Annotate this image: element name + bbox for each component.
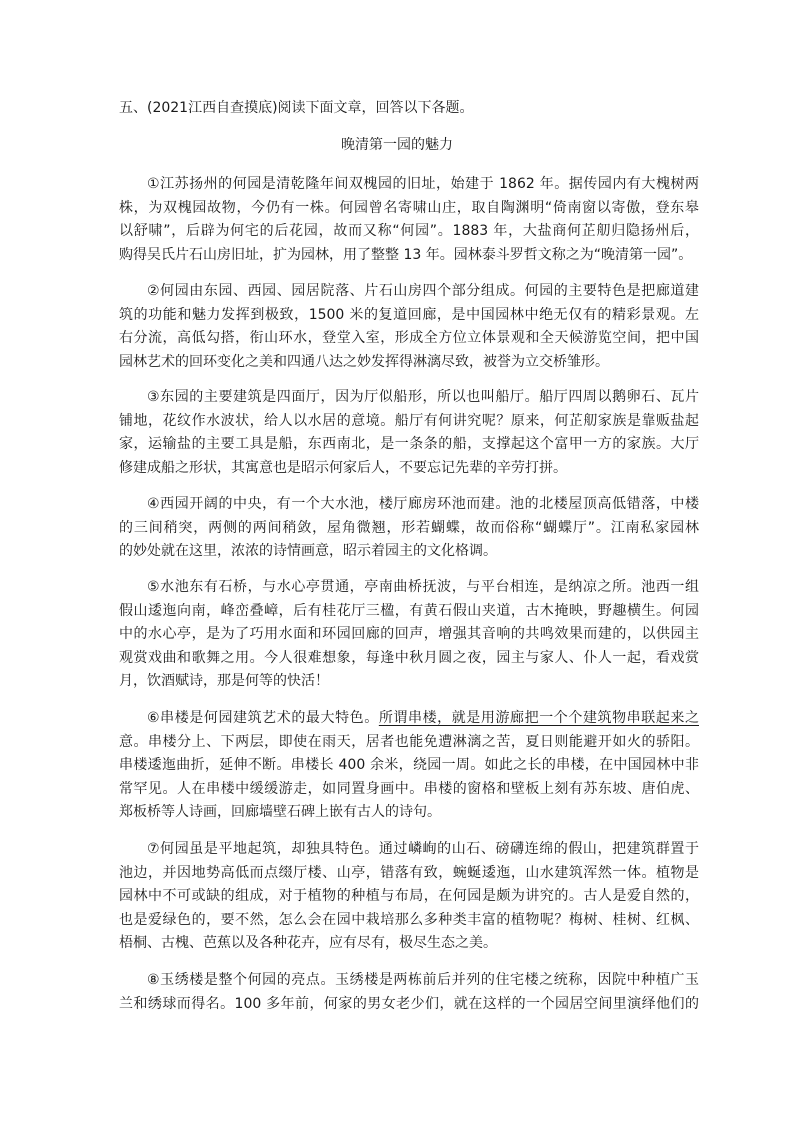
paragraph-5 — [119, 576, 699, 694]
text-line — [119, 707, 699, 731]
text-line: ④西园开阔的中央，有一个大水池，楼厅廊房环池而建。池的北楼屋顶高低错落，中楼 — [147, 496, 699, 512]
text-line: 右分流，高低勾搭，衔山环水，登堂入室，形成全方位立体景观和全天候游览空间，把中国 — [119, 330, 699, 347]
underlined-sentence: 所谓串楼，就是用游廊把一个个建筑物串联起来之 — [378, 710, 699, 726]
text-line: 株，为双槐园故物，今仍有一株。何园曾名寄啸山庄，取自陶渊明“倚南窗以寄傲，登东皋 — [119, 199, 699, 216]
article-title: 晚清第一园的魅力 — [341, 137, 453, 153]
text-line: 也是爱绿色的，要不然，怎么会在园中栽培那么多种类丰富的植物呢？梅树、桂树、红枫、 — [119, 911, 699, 928]
text-line: ②何园由东园、西园、园居院落、片石山房四个部分组成。何园的主要特色是把廊道建 — [147, 283, 699, 299]
question-heading: 五、(2021江西自查摸底)阅读下面文章，回答以下各题。 — [119, 100, 474, 116]
text-line: 常罕见。人在串楼中缓缓游走，如同置身画中。串楼的窗格和壁板上刻有苏东坡、唐伯虎、 — [119, 780, 699, 797]
paragraph-4 — [119, 493, 699, 564]
text-line: ⑤水池东有石桥，与水心亭贯通，亭南曲桥抚波，与平台相连，是纳凉之所。池西一组 — [147, 579, 699, 595]
text-line: 购得吴氏片石山房旧址，扩为园林，用了整整 13 年。园林泰斗罗哲文称之为“晚清第一园”。 — [119, 246, 693, 263]
paragraph-6 — [119, 707, 699, 825]
text-line: 家，运输盐的主要工具是船，东西南北，是一条条的船，支撑起这个富甲一方的家族。大厅 — [119, 436, 699, 453]
text-line: 意。串楼分上、下两层，即使在雨天，居者也能免遭淋漓之苦，夏日则能避开如火的骄阳。 — [119, 733, 699, 750]
paragraph-1 — [119, 173, 699, 267]
text-line: 筑的功能和魅力发挥到极致，1500 米的复道回廊，是中国园林中绝无仅有的精彩景观。左 — [119, 306, 699, 323]
plain-text: ⑥串楼是何园建筑艺术的最大特色。 — [147, 710, 379, 726]
text-line: 中的水心亭，是为了巧用水面和环园回廊的回声，增强其音响的共鸣效果而建的，以供园主 — [119, 626, 699, 643]
text-line: 月，饮酒赋诗，那是何等的快活！ — [119, 673, 329, 690]
text-line: 观赏戏曲和歌舞之用。今人很难想象，每逢中秋月圆之夜，园主与家人、仆人一起，看戏赏 — [119, 649, 699, 666]
text-line: 铺地，花纹作水波状，给人以水居的意境。船厅有何讲究呢？原来，何芷舠家族是靠贩盐起 — [119, 412, 699, 429]
text-line: 以舒啸”，后辟为何宅的后花园，故而又称“何园”。1883 年，大盐商何芷舠归隐扬州后， — [119, 223, 699, 240]
text-line: 的妙处就在这里，浓浓的诗情画意，昭示着园主的文化格调。 — [119, 543, 497, 560]
paragraph-3 — [119, 386, 699, 480]
text-line: 兰和绣球而得名。100 多年前，何家的男女老少们，就在这样的一个园居空间里演绎他们的 — [119, 995, 699, 1012]
text-line: 郑板桥等人诗画，回廊墙壁石碑上嵌有古人的诗句。 — [119, 804, 441, 821]
paragraph-7 — [119, 838, 699, 956]
text-line: 假山逶迤向南，峰峦叠嶂，后有桂花厅三楹，有黄石假山夹道，古木掩映，野趣横生。何园 — [119, 602, 699, 619]
text-line: 园林中不可或缺的组成，对于植物的种植与布局，在何园是颇为讲究的。古人是爱自然的， — [119, 888, 699, 905]
text-line: 串楼逶迤曲折，延伸不断。串楼长 400 余米，绕园一周。如此之长的串楼，在中国园林中非 — [119, 757, 699, 774]
text-line: ①江苏扬州的何园是清乾隆年间双槐园的旧址，始建于 1862 年。据传园内有大槐树两 — [147, 176, 699, 192]
text-line: 梧桐、古槐、芭蕉以及各种花卉，应有尽有，极尽生态之美。 — [119, 935, 497, 952]
text-line: ⑦何园虽是平地起筑，却独具特色。通过嶙峋的山石、磅礴连绵的假山，把建筑群置于 — [147, 841, 699, 857]
paragraph-2 — [119, 280, 699, 374]
text-line: 园林艺术的回环变化之美和四通八达之妙发挥得淋漓尽致，被誉为立交桥雏形。 — [119, 353, 609, 370]
text-line: 修建成船之形状，其寓意也是昭示何家后人，不要忘记先辈的辛劳打拼。 — [119, 459, 567, 476]
text-line: ⑧玉绣楼是整个何园的亮点。玉绣楼是两栋前后并列的住宅楼之统称，因院中种植广玉 — [147, 972, 699, 988]
text-line: 池边，并因地势高低而点缀厅楼、山亭，错落有致，蜿蜒逶迤，山水建筑浑然一体。植物是 — [119, 864, 699, 881]
text-line: 的三间稍突，两侧的两间稍敛，屋角微翘，形若蝴蝶，故而俗称“蝴蝶厅”。江南私家园林 — [119, 519, 699, 536]
text-line: ③东园的主要建筑是四面厅，因为厅似船形，所以也叫船厅。船厅四周以鹅卵石、瓦片 — [147, 389, 699, 405]
paragraph-8 — [119, 969, 699, 1016]
